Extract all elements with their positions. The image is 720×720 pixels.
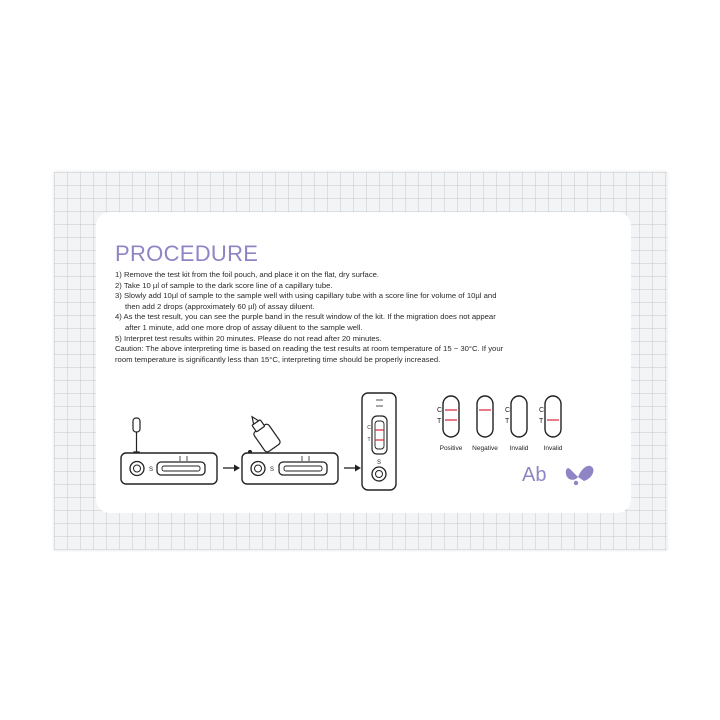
product-code: Ab — [522, 464, 547, 486]
device-sample-mark-2: S — [269, 467, 275, 473]
step-5: 5) Interpret test results within 20 minutes. Please do not read after 20 minutes. — [115, 333, 382, 343]
test-device-result-icon — [362, 393, 396, 490]
result-invalid-2-icon — [539, 396, 561, 437]
result-label-positive: Positive — [439, 445, 463, 452]
result-label-invalid-2: Invalid — [543, 445, 563, 452]
result-t-letter: T — [505, 418, 510, 425]
test-device-step-2-icon — [242, 453, 338, 484]
device-sample-mark-3: S — [376, 460, 382, 466]
result-t-letter: T — [437, 418, 442, 425]
device-sample-mark-1: S — [148, 467, 154, 473]
arrow-right-icon — [223, 465, 240, 472]
test-device-step-1-icon — [121, 453, 217, 484]
result-negative-icon — [477, 396, 493, 437]
result-label-negative: Negative — [472, 445, 498, 452]
result-t-letter: T — [539, 418, 544, 425]
diluent-bottle-icon — [245, 412, 282, 454]
device-control-mark: C — [367, 425, 371, 431]
device-test-mark: T — [367, 437, 371, 443]
caution-note: Caution: The above interpreting time is based on reading the test results at room temperature of 15 ~ 30°C. If your — [115, 344, 504, 354]
step-4: 4) As the test result, you can see the purple band in the result window of the kit. If the migration does not appear — [115, 312, 496, 322]
step-3: 3) Slowly add 10µl of sample to the sample well with using capillary tube with a score line for volume of 10µl and — [115, 291, 497, 301]
step-2: 2) Take 10 µl of sample to the dark score line of a capillary tube. — [115, 280, 333, 290]
step-1: 1) Remove the test kit from the foil pouch, and place it on the flat, dry surface. — [115, 270, 380, 279]
brand-butterfly-icon — [566, 466, 594, 485]
result-c-letter: C — [437, 407, 443, 414]
result-c-letter: C — [505, 407, 511, 414]
step-4-continued: after 1 minute, add one more drop of assay diluent to the sample well. — [125, 322, 363, 332]
result-invalid-1-icon — [505, 396, 527, 437]
procedure-heading: PROCEDURE — [115, 241, 259, 266]
arrow-right-icon — [344, 465, 361, 472]
result-label-invalid-1: Invalid — [509, 445, 529, 452]
result-c-letter: C — [539, 407, 545, 414]
result-positive-icon — [437, 396, 459, 437]
caution-note-continued: room temperature is significantly less than 15°C, interpreting time should be properly increased. — [115, 354, 441, 364]
step-3-continued: then add 2 drops (approximately 60 µl) of assay diluent. — [125, 301, 315, 311]
